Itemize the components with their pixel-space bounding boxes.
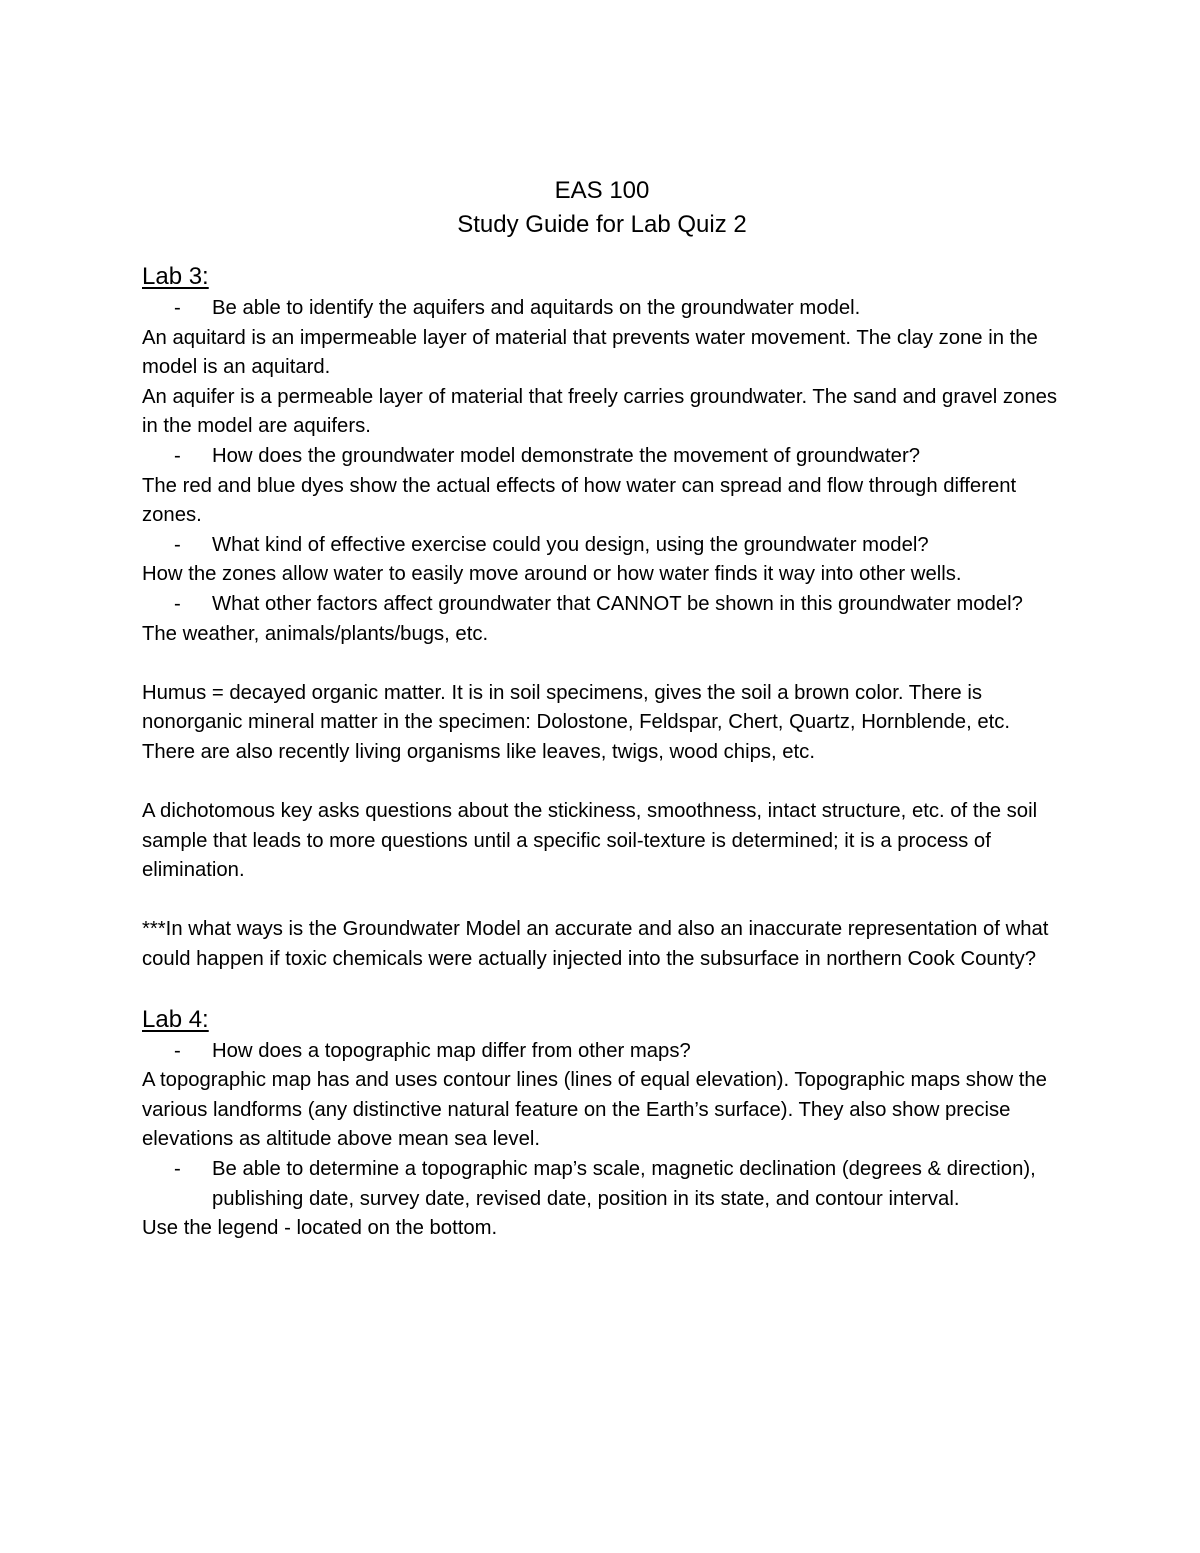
lab4-heading: Lab 4: (142, 1005, 209, 1033)
bullet-dash: - (174, 297, 181, 319)
lab3-question-4-text: What other factors affect groundwater that CANNOT be shown in this groundwater model? (212, 592, 1023, 615)
bullet-dash: - (174, 1158, 181, 1181)
groundwater-accuracy-question: ***In what ways is the Groundwater Model an accurate and also an inaccurate representation of what could happen if toxic chemicals were actually injected into the subsurface in northern Cook County? (142, 918, 1049, 971)
blank-line (142, 886, 1062, 916)
lab4-question-1-text: How does a topographic map differ from other maps? (212, 1039, 691, 1062)
bullet-dash: - (174, 1039, 181, 1062)
dichotomous-key-paragraph: A dichotomous key asks questions about the stickiness, smoothness, intact structure, etc. of the soil sample that leads to more questions until a specific soil-texture is determined; it is a process of elimination. (142, 800, 1038, 882)
lab3-question-1 (142, 294, 1062, 324)
bullet-dash: - (174, 444, 181, 467)
lab3-answer-4: The weather, animals/plants/bugs, etc. (142, 622, 489, 645)
lab3-answer-2: The red and blue dyes show the actual effects of how water can spread and flow through different zones. (142, 474, 1017, 527)
course-title: EAS 100 (554, 177, 650, 204)
bullet-dash: - (174, 533, 181, 556)
study-guide-title: Study Guide for Lab Quiz 2 (457, 211, 747, 238)
blank-line (142, 768, 1062, 798)
lab3-question-2-text: How does the groundwater model demonstrate the movement of groundwater? (212, 444, 920, 467)
bullet-dash: - (174, 592, 181, 615)
humus-paragraph: Humus = decayed organic matter. It is in soil specimens, gives the soil a brown color. There is nonorganic mineral matter in the specimen: Dolostone, Feldspar, Chert, Quartz, Hornblende, etc. There are also recently living organisms like leaves, twigs, wood chips, etc. (142, 681, 1011, 763)
lab3-answer-aquitard: An aquitard is an impermeable layer of material that prevents water movement. The clay zone in the model is an aquitard. (142, 326, 1038, 379)
lab4-answer-1: A topographic map has and uses contour lines (lines of equal elevation). Topographic maps show the various landforms (any distinctive natural feature on the Earth’s surface). They also show precise elevations as altitude above mean sea level. (142, 1069, 1047, 1151)
lab3-question-3 (142, 531, 1062, 561)
lab3-answer-aquifer: An aquifer is a permeable layer of material that freely carries groundwater. The sand and gravel zones in the model are aquifers. (142, 385, 1058, 438)
lab3-answer-3: How the zones allow water to easily move around or how water finds it way into other wells. (142, 563, 962, 586)
lab4-question-2-text: Be able to determine a topographic map’s scale, magnetic declination (degrees & direction), publishing date, survey date, revised date, position in its state, and contour interval. (212, 1158, 1036, 1210)
lab3-question-4 (142, 590, 1062, 620)
lab3-heading: Lab 3: (142, 263, 209, 290)
lab4-question-2 (142, 1155, 1062, 1214)
lab4-question-1 (142, 1037, 1062, 1067)
lab3-question-3-text: What kind of effective exercise could you design, using the groundwater model? (212, 533, 929, 556)
lab4-answer-2: Use the legend - located on the bottom. (142, 1217, 498, 1240)
blank-line (142, 649, 1062, 679)
lab3-question-1-text: Be able to identify the aquifers and aquitards on the groundwater model. (212, 297, 861, 319)
lab3-question-2 (142, 442, 1062, 472)
document-page (142, 174, 1062, 1244)
